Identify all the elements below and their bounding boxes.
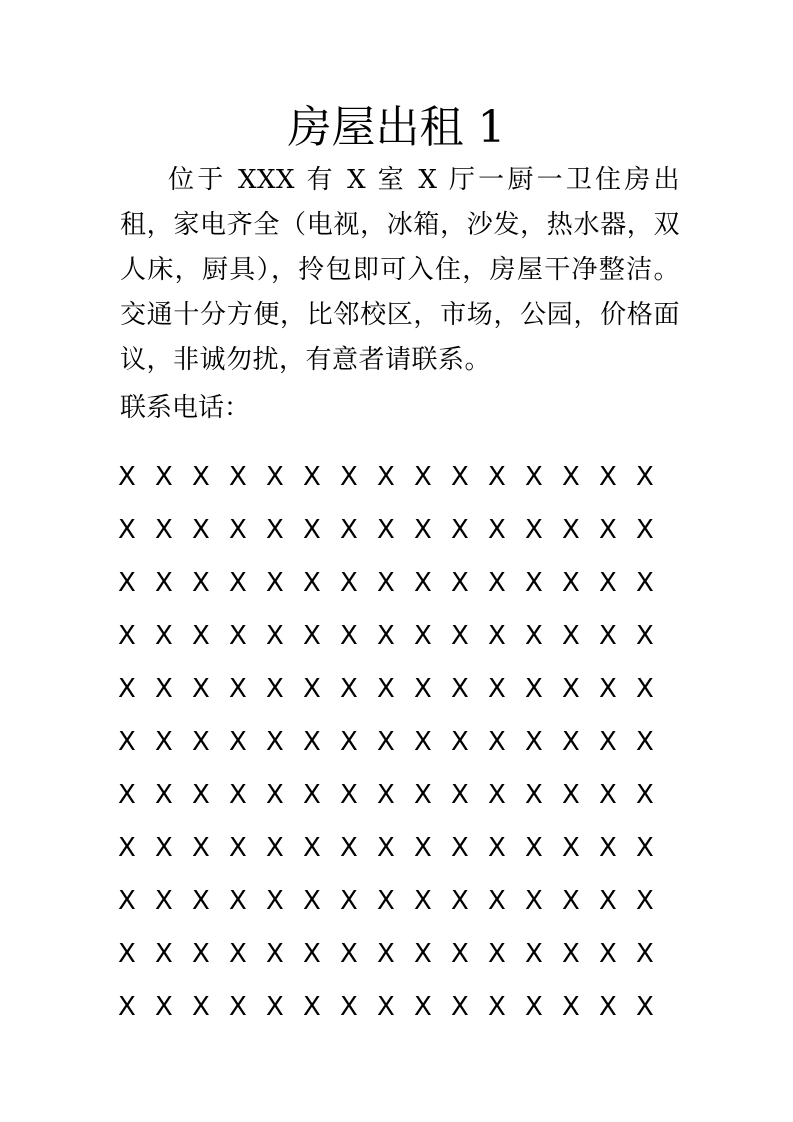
tear-off-cell: X	[340, 461, 358, 492]
tear-off-cell: X	[303, 832, 321, 863]
tear-off-row	[118, 556, 678, 609]
tear-off-cell: X	[229, 567, 247, 598]
tear-off-cell: X	[118, 832, 136, 863]
tear-off-cell: X	[155, 991, 173, 1022]
tear-off-cell: X	[562, 620, 580, 651]
tear-off-cell: X	[636, 938, 654, 969]
tear-off-row	[118, 715, 678, 768]
tear-off-cell: X	[636, 620, 654, 651]
tear-off-cell: X	[488, 567, 506, 598]
tear-off-cell: X	[451, 832, 469, 863]
tear-off-cell: X	[266, 885, 284, 916]
tear-off-cell: X	[562, 726, 580, 757]
tear-off-cell: X	[525, 726, 543, 757]
tear-off-cell: X	[192, 726, 210, 757]
tear-off-cell: X	[377, 514, 395, 545]
tear-off-cell: X	[303, 461, 321, 492]
tear-off-cell: X	[488, 514, 506, 545]
tear-off-cell: X	[636, 673, 654, 704]
tear-off-cell: X	[562, 567, 580, 598]
tear-off-cell: X	[192, 567, 210, 598]
document-title: 房屋出租 1	[287, 102, 506, 153]
tear-off-cell: X	[488, 726, 506, 757]
tear-off-cell: X	[155, 832, 173, 863]
tear-off-cell: X	[155, 514, 173, 545]
tear-off-cell: X	[303, 726, 321, 757]
tear-off-cell: X	[118, 938, 136, 969]
tear-off-cell: X	[562, 991, 580, 1022]
tear-off-cell: X	[303, 991, 321, 1022]
tear-off-cell: X	[414, 620, 432, 651]
tear-off-cell: X	[488, 885, 506, 916]
tear-off-cell: X	[599, 885, 617, 916]
tear-off-cell: X	[451, 567, 469, 598]
tear-off-cell: X	[414, 832, 432, 863]
tear-off-cell: X	[155, 620, 173, 651]
tear-off-cell: X	[192, 620, 210, 651]
tear-off-cell: X	[340, 832, 358, 863]
tear-off-cell: X	[562, 673, 580, 704]
tear-off-cell: X	[525, 620, 543, 651]
tear-off-cell: X	[636, 726, 654, 757]
phone-label: 联系电话：	[120, 393, 251, 423]
tear-off-cell: X	[414, 991, 432, 1022]
tear-off-cell: X	[377, 938, 395, 969]
tear-off-cell: X	[636, 991, 654, 1022]
tear-off-cell: X	[451, 779, 469, 810]
tear-off-cell: X	[562, 779, 580, 810]
tear-off-cell: X	[525, 991, 543, 1022]
tear-off-cell: X	[599, 673, 617, 704]
tear-off-cell: X	[192, 885, 210, 916]
tear-off-cell: X	[303, 620, 321, 651]
tear-off-cell: X	[414, 885, 432, 916]
tear-off-cell: X	[599, 991, 617, 1022]
tear-off-cell: X	[377, 779, 395, 810]
tear-off-cell: X	[414, 726, 432, 757]
tear-off-cell: X	[340, 726, 358, 757]
tear-off-cell: X	[599, 567, 617, 598]
tear-off-cell: X	[636, 461, 654, 492]
tear-off-cell: X	[155, 673, 173, 704]
tear-off-cell: X	[118, 514, 136, 545]
tear-off-cell: X	[451, 514, 469, 545]
tear-off-cell: X	[451, 938, 469, 969]
tear-off-cell: X	[266, 779, 284, 810]
tear-off-cell: X	[562, 885, 580, 916]
tear-off-cell: X	[192, 832, 210, 863]
tear-off-cell: X	[155, 726, 173, 757]
tear-off-cell: X	[229, 832, 247, 863]
tear-off-row	[118, 450, 678, 503]
tear-off-row	[118, 662, 678, 715]
tear-off-cell: X	[229, 514, 247, 545]
tear-off-cell: X	[599, 514, 617, 545]
tear-off-cell: X	[192, 461, 210, 492]
tear-off-cell: X	[229, 726, 247, 757]
tear-off-cell: X	[340, 779, 358, 810]
tear-off-cell: X	[266, 673, 284, 704]
tear-off-cell: X	[303, 673, 321, 704]
tear-off-cell: X	[636, 567, 654, 598]
tear-off-cell: X	[229, 779, 247, 810]
tear-off-cell: X	[266, 514, 284, 545]
tear-off-cell: X	[488, 779, 506, 810]
tear-off-cell: X	[525, 567, 543, 598]
tear-off-cell: X	[636, 514, 654, 545]
tear-off-cell: X	[303, 938, 321, 969]
tear-off-cell: X	[377, 673, 395, 704]
tear-off-cell: X	[414, 461, 432, 492]
tear-off-cell: X	[229, 938, 247, 969]
tear-off-cell: X	[118, 726, 136, 757]
tear-off-cell: X	[155, 885, 173, 916]
tear-off-cell: X	[155, 938, 173, 969]
tear-off-cell: X	[118, 567, 136, 598]
tear-off-cell: X	[414, 779, 432, 810]
tear-off-cell: X	[266, 726, 284, 757]
tear-off-cell: X	[636, 885, 654, 916]
tear-off-cell: X	[488, 673, 506, 704]
tear-off-cell: X	[377, 991, 395, 1022]
tear-off-cell: X	[525, 885, 543, 916]
tear-off-cell: X	[266, 620, 284, 651]
tear-off-cell: X	[303, 567, 321, 598]
tear-off-cell: X	[562, 514, 580, 545]
tear-off-cell: X	[118, 461, 136, 492]
tear-off-cell: X	[414, 514, 432, 545]
tear-off-cell: X	[525, 673, 543, 704]
tear-off-cell: X	[451, 620, 469, 651]
tear-off-cell: X	[266, 567, 284, 598]
tear-off-cell: X	[266, 461, 284, 492]
tear-off-cell: X	[192, 514, 210, 545]
tear-off-cell: X	[229, 673, 247, 704]
tear-off-cell: X	[525, 938, 543, 969]
tear-off-cell: X	[599, 938, 617, 969]
tear-off-cell: X	[377, 461, 395, 492]
rental-description: 位于 XXX 有 X 室 X 厅一厨一卫住房出租，家电齐全（电视，冰箱，沙发，热水器，双人床，厨具），拎包即可入住，房屋干净整洁。交通十分方便，比邻校区，市场，公园，价格面议，非诚勿扰，有意者请联系。	[120, 165, 680, 375]
tear-off-cell: X	[340, 514, 358, 545]
tear-off-cell: X	[303, 514, 321, 545]
tear-off-cell: X	[377, 832, 395, 863]
tear-off-cell: X	[155, 779, 173, 810]
tear-off-cell: X	[636, 832, 654, 863]
tear-off-cell: X	[562, 461, 580, 492]
tear-off-cell: X	[525, 461, 543, 492]
tear-off-row	[118, 768, 678, 821]
tear-off-cell: X	[451, 461, 469, 492]
tear-off-cell: X	[340, 673, 358, 704]
tear-off-cell: X	[118, 673, 136, 704]
tear-off-cell: X	[192, 991, 210, 1022]
tear-off-cell: X	[451, 991, 469, 1022]
tear-off-cell: X	[229, 461, 247, 492]
tear-off-cell: X	[303, 885, 321, 916]
tear-off-cell: X	[488, 938, 506, 969]
tear-off-cell: X	[118, 779, 136, 810]
tear-off-cell: X	[377, 726, 395, 757]
tear-off-cell: X	[414, 938, 432, 969]
tear-off-cell: X	[599, 832, 617, 863]
tear-off-row	[118, 927, 678, 980]
tear-off-row	[118, 980, 678, 1033]
tear-off-cell: X	[229, 991, 247, 1022]
tear-off-cell: X	[599, 461, 617, 492]
tear-off-grid	[118, 450, 678, 1033]
tear-off-row	[118, 874, 678, 927]
tear-off-cell: X	[155, 461, 173, 492]
tear-off-row	[118, 503, 678, 556]
tear-off-cell: X	[118, 620, 136, 651]
tear-off-cell: X	[451, 673, 469, 704]
tear-off-cell: X	[562, 832, 580, 863]
tear-off-cell: X	[525, 832, 543, 863]
tear-off-cell: X	[340, 885, 358, 916]
tear-off-cell: X	[192, 938, 210, 969]
tear-off-cell: X	[599, 726, 617, 757]
tear-off-cell: X	[414, 673, 432, 704]
tear-off-cell: X	[266, 832, 284, 863]
tear-off-cell: X	[488, 832, 506, 863]
tear-off-cell: X	[229, 885, 247, 916]
tear-off-cell: X	[303, 779, 321, 810]
tear-off-cell: X	[414, 567, 432, 598]
tear-off-cell: X	[525, 779, 543, 810]
tear-off-cell: X	[340, 620, 358, 651]
tear-off-cell: X	[525, 514, 543, 545]
tear-off-row	[118, 821, 678, 874]
tear-off-cell: X	[562, 938, 580, 969]
tear-off-cell: X	[266, 938, 284, 969]
tear-off-cell: X	[599, 620, 617, 651]
tear-off-cell: X	[451, 885, 469, 916]
tear-off-cell: X	[488, 461, 506, 492]
tear-off-cell: X	[266, 991, 284, 1022]
tear-off-cell: X	[118, 991, 136, 1022]
tear-off-cell: X	[377, 567, 395, 598]
tear-off-cell: X	[155, 567, 173, 598]
tear-off-cell: X	[488, 620, 506, 651]
tear-off-cell: X	[229, 620, 247, 651]
tear-off-cell: X	[377, 620, 395, 651]
tear-off-cell: X	[377, 885, 395, 916]
tear-off-cell: X	[488, 991, 506, 1022]
tear-off-cell: X	[192, 779, 210, 810]
tear-off-row	[118, 609, 678, 662]
tear-off-cell: X	[599, 779, 617, 810]
tear-off-cell: X	[340, 991, 358, 1022]
tear-off-cell: X	[340, 567, 358, 598]
tear-off-cell: X	[451, 726, 469, 757]
tear-off-cell: X	[340, 938, 358, 969]
tear-off-cell: X	[118, 885, 136, 916]
tear-off-cell: X	[636, 779, 654, 810]
tear-off-cell: X	[192, 673, 210, 704]
